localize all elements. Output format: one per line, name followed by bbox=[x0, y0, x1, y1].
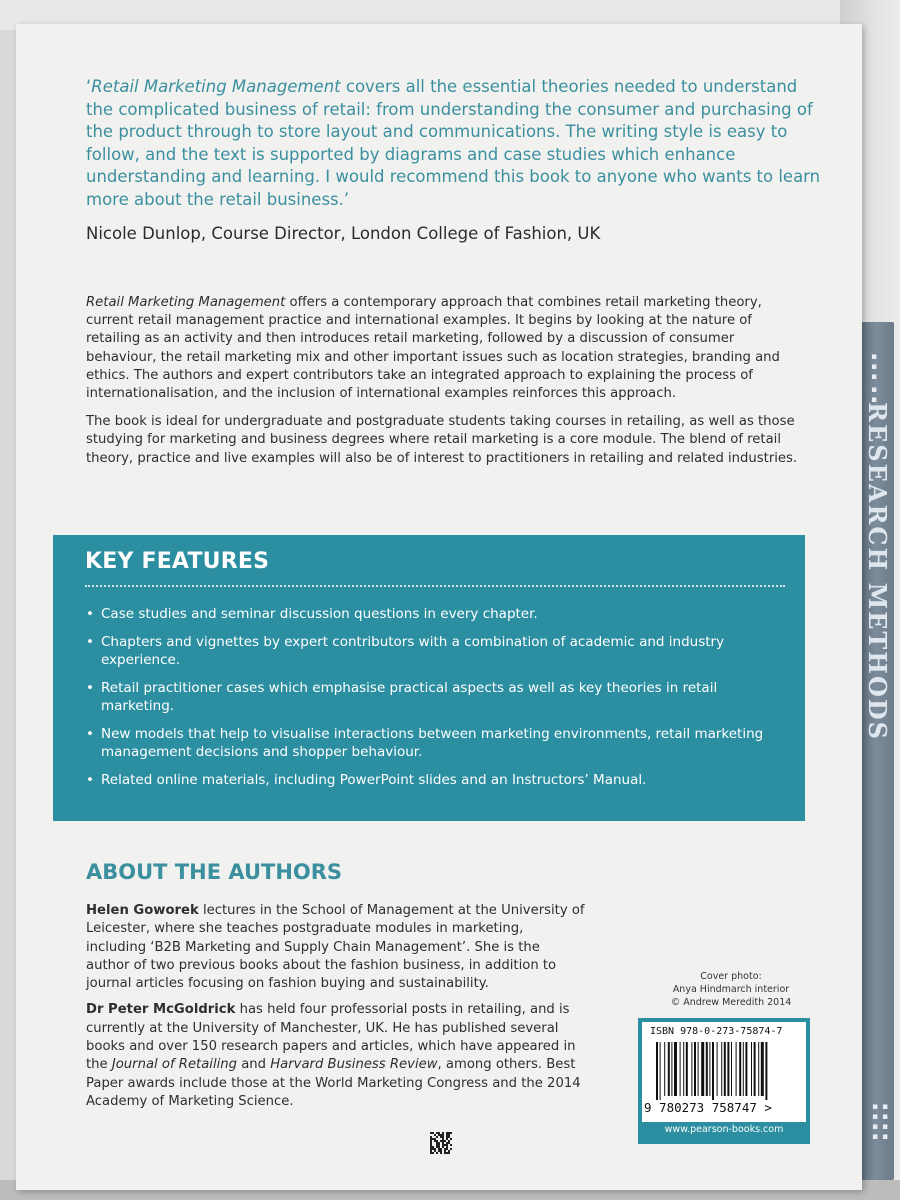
qr-module bbox=[430, 1152, 432, 1154]
isbn-number: ISBN 978-0-273-75874-7 bbox=[650, 1026, 783, 1037]
qr-module bbox=[440, 1136, 442, 1138]
qr-module bbox=[442, 1144, 444, 1146]
qr-module bbox=[440, 1148, 442, 1150]
barcode-bar bbox=[724, 1042, 726, 1096]
qr-module bbox=[448, 1142, 450, 1144]
barcode-bar bbox=[709, 1042, 710, 1096]
author-bio-text-2b: , among others. Best Paper awards include those at the World Marketing Congress and the 2014 Academy of Marketing Science. bbox=[86, 1057, 581, 1109]
qr-module bbox=[436, 1136, 438, 1138]
key-feature-item: • Case studies and seminar discussion questions in every chapter. bbox=[85, 605, 775, 624]
qr-module bbox=[446, 1138, 448, 1140]
qr-module bbox=[444, 1148, 446, 1150]
key-feature-item: • Related online materials, including PowerPoint slides and an Instructors’ Manual. bbox=[85, 771, 775, 790]
qr-module bbox=[444, 1152, 446, 1154]
barcode-bar bbox=[706, 1042, 708, 1096]
barcode-bar bbox=[668, 1042, 670, 1096]
qr-module bbox=[450, 1138, 452, 1140]
barcode-bar bbox=[698, 1042, 699, 1096]
qr-module bbox=[450, 1132, 452, 1134]
barcode-bar bbox=[717, 1042, 718, 1096]
credit-line-2: Anya Hindmarch interior bbox=[672, 984, 790, 995]
qr-module bbox=[446, 1148, 448, 1150]
barcode-bar bbox=[660, 1042, 661, 1100]
qr-module bbox=[448, 1132, 450, 1134]
qr-module bbox=[446, 1136, 448, 1138]
qr-module bbox=[438, 1142, 440, 1144]
qr-module bbox=[430, 1138, 432, 1140]
author-bio-1 bbox=[86, 902, 586, 993]
barcode-bar bbox=[751, 1042, 752, 1096]
key-features-list bbox=[85, 605, 775, 798]
barcode-bar bbox=[731, 1042, 732, 1096]
isbn-barcode-block bbox=[638, 1018, 810, 1144]
author-bio-text-2a: has held four professorial posts in retailing, and is currently at the University of Manchester, UK. He has published several books and over 150 research papers and articles, which have appeared in the bbox=[86, 1002, 576, 1073]
qr-module bbox=[450, 1148, 452, 1150]
qr-module bbox=[436, 1132, 438, 1134]
qr-module bbox=[442, 1140, 444, 1142]
qr-module bbox=[440, 1140, 442, 1142]
cover-photo-credit bbox=[636, 970, 826, 1009]
description-text-1: offers a contemporary approach that combines retail marketing theory, current retail management practice and international examples. It begins by looking at the nature of retailing as an activity and then introduces retail marketing, followed by a discussion of consumer behaviour, the retail marketing mix and other important issues such as location strategies, branding and ethics. The authors and expert contributors take an integrated approach to explaining the process of internationalisation, and the inclusion of international examples reinforces this approach. bbox=[86, 295, 780, 402]
barcode-bar bbox=[674, 1042, 677, 1096]
barcode-bar bbox=[743, 1042, 744, 1096]
barcode-bar bbox=[664, 1042, 665, 1096]
qr-module bbox=[446, 1142, 448, 1144]
barcode-bar bbox=[739, 1042, 741, 1096]
key-feature-item: • New models that help to visualise interactions between marketing environments, retail marketing management decisions and shopper behaviour. bbox=[85, 725, 775, 762]
description-paragraph-2: The book is ideal for undergraduate and postgraduate students taking courses in retailing, as well as those studying for marketing and business degrees where retail marketing is a core module. The blend of retail theory, practice and live examples will also be of interest to practitioners in retailing and related industries. bbox=[86, 414, 798, 466]
barcode-bar bbox=[758, 1042, 759, 1096]
qr-module bbox=[442, 1134, 444, 1136]
dotted-divider bbox=[85, 585, 785, 587]
barcode-bar bbox=[727, 1042, 729, 1096]
barcode-bar bbox=[701, 1042, 704, 1096]
barcode-bar bbox=[683, 1042, 684, 1096]
barcode-bar bbox=[694, 1042, 696, 1096]
qr-code-icon bbox=[430, 1132, 452, 1154]
qr-module bbox=[432, 1138, 434, 1140]
qr-module bbox=[448, 1136, 450, 1138]
qr-module bbox=[438, 1132, 440, 1134]
barcode-bar bbox=[721, 1042, 722, 1096]
barcode-bar bbox=[656, 1042, 658, 1100]
qr-module bbox=[448, 1134, 450, 1136]
qr-module bbox=[434, 1148, 436, 1150]
adjacent-book-subtitle: ▪▪▪ ▪▪ bbox=[869, 352, 879, 406]
book-description bbox=[86, 294, 806, 468]
qr-module bbox=[444, 1150, 446, 1152]
book-back-cover bbox=[16, 24, 862, 1190]
barcode-bar bbox=[671, 1042, 672, 1096]
barcode-icon bbox=[656, 1042, 792, 1100]
qr-module bbox=[430, 1150, 432, 1152]
qr-module bbox=[442, 1136, 444, 1138]
qr-module bbox=[442, 1138, 444, 1140]
qr-module bbox=[438, 1146, 440, 1148]
barcode-bar bbox=[691, 1042, 692, 1096]
qr-module bbox=[446, 1152, 448, 1154]
qr-module bbox=[432, 1146, 434, 1148]
author-bio-text-1: lectures in the School of Management at the University of Leicester, where she teaches postgraduate modules in marketing, including ‘B2B Marketing and Supply Chain Management’. She is the author of two previous books about the fashion business, in addition to journal articles focusing on fashion buying and sustainability. bbox=[86, 903, 585, 992]
qr-module bbox=[446, 1132, 448, 1134]
key-feature-item: • Chapters and vignettes by expert contributors with a combination of academic and industry experience. bbox=[85, 633, 775, 670]
adjacent-book-spine bbox=[858, 322, 894, 1180]
publisher-website: www.pearson-books.com bbox=[664, 1124, 784, 1135]
qr-module bbox=[448, 1150, 450, 1152]
qr-module bbox=[430, 1146, 432, 1148]
qr-module bbox=[430, 1142, 432, 1144]
key-features-heading: KEY FEATURES bbox=[85, 549, 270, 574]
barcode-bar bbox=[754, 1042, 756, 1096]
qr-module bbox=[444, 1140, 446, 1142]
barcode-bar bbox=[680, 1042, 681, 1096]
qr-module bbox=[430, 1136, 432, 1138]
qr-module bbox=[440, 1134, 442, 1136]
qr-module bbox=[442, 1146, 444, 1148]
author-name-2: Dr Peter McGoldrick bbox=[86, 1002, 236, 1018]
qr-module bbox=[430, 1140, 432, 1142]
qr-module bbox=[436, 1142, 438, 1144]
qr-module bbox=[430, 1148, 432, 1150]
qr-module bbox=[438, 1144, 440, 1146]
qr-module bbox=[438, 1150, 440, 1152]
description-book-title: Retail Marketing Management bbox=[86, 295, 286, 310]
qr-module bbox=[448, 1140, 450, 1142]
barcode-bar bbox=[761, 1042, 764, 1096]
journal-name-2: Harvard Business Review bbox=[270, 1057, 438, 1073]
qr-module bbox=[436, 1152, 438, 1154]
qr-module bbox=[430, 1132, 432, 1134]
credit-line-1: Cover photo: bbox=[700, 971, 762, 982]
about-authors-text bbox=[86, 902, 586, 1111]
description-paragraph-1 bbox=[86, 294, 806, 403]
quote-attribution: Nicole Dunlop, Course Director, London College of Fashion, UK bbox=[86, 224, 601, 243]
qr-module bbox=[438, 1148, 440, 1150]
quote-open-mark: ‘ bbox=[86, 77, 92, 96]
author-name-1: Helen Goworek bbox=[86, 903, 199, 918]
qr-module bbox=[440, 1150, 442, 1152]
barcode-bar bbox=[745, 1042, 747, 1096]
qr-module bbox=[430, 1144, 432, 1146]
qr-module bbox=[438, 1134, 440, 1136]
qr-module bbox=[434, 1150, 436, 1152]
barcode-digits: 9 780273 758747 > bbox=[644, 1100, 772, 1115]
qr-module bbox=[446, 1134, 448, 1136]
adjacent-book-footer: ▪▪▪▪ ▪▪▪▪ bbox=[870, 1102, 890, 1142]
journal-name-1: Journal of Retailing bbox=[111, 1057, 238, 1073]
key-feature-item: • Retail practitioner cases which emphasise practical aspects as well as key theories in retail marketing. bbox=[85, 679, 775, 716]
qr-module bbox=[440, 1152, 442, 1154]
qr-module bbox=[448, 1152, 450, 1154]
author-bio-and: and bbox=[237, 1057, 271, 1073]
credit-line-3: © Andrew Meredith 2014 bbox=[670, 997, 792, 1008]
quote-text: covers all the essential theories needed to understand the complicated business of retail: from understanding the consumer and purchasing of the product through to store layout and communications. The writing style is easy to follow, and the text is supported by diagrams and case studies which enhance understanding and learning. I would recommend this book to anyone who wants to learn more about the retail business.’ bbox=[86, 77, 821, 209]
qr-module bbox=[444, 1144, 446, 1146]
qr-module bbox=[432, 1148, 434, 1150]
qr-module bbox=[436, 1144, 438, 1146]
qr-module bbox=[432, 1152, 434, 1154]
qr-module bbox=[442, 1142, 444, 1144]
barcode-bar bbox=[765, 1042, 767, 1100]
author-bio-2 bbox=[86, 1001, 586, 1111]
qr-module bbox=[450, 1144, 452, 1146]
qr-module bbox=[446, 1144, 448, 1146]
barcode-bar bbox=[712, 1042, 714, 1100]
qr-module bbox=[434, 1138, 436, 1140]
qr-module bbox=[436, 1140, 438, 1142]
qr-module bbox=[434, 1134, 436, 1136]
adjacent-book-title: RESEARCH METHODS bbox=[863, 402, 892, 742]
qr-module bbox=[446, 1146, 448, 1148]
barcode-bar bbox=[686, 1042, 688, 1096]
qr-module bbox=[436, 1146, 438, 1148]
key-features-panel bbox=[53, 535, 805, 821]
barcode-panel bbox=[642, 1022, 806, 1122]
barcode-bar bbox=[736, 1042, 737, 1096]
quote-book-title: Retail Marketing Management bbox=[91, 77, 341, 96]
qr-module bbox=[432, 1132, 434, 1134]
qr-module bbox=[442, 1132, 444, 1134]
review-quote bbox=[86, 76, 826, 211]
qr-module bbox=[434, 1140, 436, 1142]
about-authors-heading: ABOUT THE AUTHORS bbox=[86, 860, 343, 884]
